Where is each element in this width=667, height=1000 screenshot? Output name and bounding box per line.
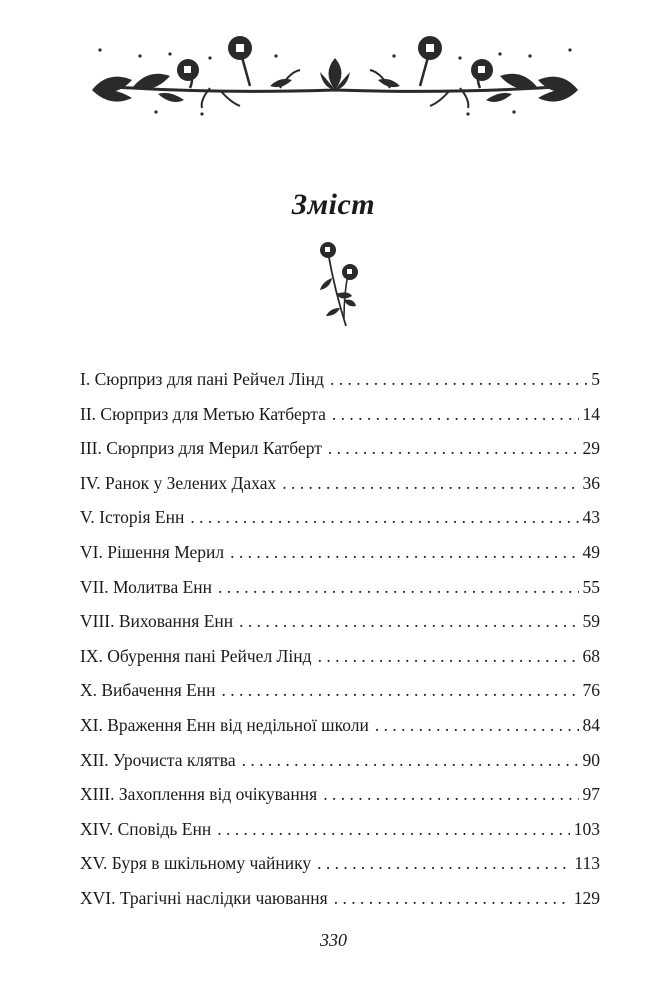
toc-entry-page: 5 — [591, 369, 600, 389]
floral-border-icon — [80, 28, 590, 118]
dot-leader — [218, 574, 578, 600]
dot-leader — [375, 712, 579, 738]
toc-entry[interactable] — [80, 574, 600, 609]
toc-entry-page: 97 — [582, 784, 600, 805]
toc-entry[interactable] — [80, 401, 600, 436]
dot-leader — [328, 435, 579, 461]
dot-leader — [242, 747, 579, 773]
toc-entry-page: 14 — [582, 403, 600, 424]
toc-entry-page: 68 — [582, 645, 600, 666]
toc-entry[interactable] — [80, 885, 600, 920]
toc-entry-title: XI. Враження Енн від недільної школи — [80, 714, 369, 735]
dot-leader — [334, 885, 570, 911]
toc-entry-title: XV. Буря в шкільному чайнику — [80, 853, 312, 874]
toc-entry[interactable] — [80, 747, 600, 782]
toc-entry[interactable] — [80, 677, 600, 712]
toc-entry-page: 29 — [582, 438, 600, 459]
toc-entry[interactable] — [80, 850, 600, 885]
toc-entry[interactable] — [80, 816, 600, 851]
toc-entry-title: XIV. Сповідь Енн — [80, 818, 212, 839]
toc-entry[interactable] — [80, 643, 600, 678]
toc-entry-page: 113 — [574, 853, 600, 874]
toc-entry-title: III. Сюрприз для Мерил Катберт — [80, 438, 322, 459]
toc-entry-page: 76 — [582, 680, 600, 701]
toc-entry-title: VII. Молитва Енн — [80, 576, 213, 597]
toc-entry[interactable] — [80, 504, 600, 539]
toc-entry-page: 129 — [573, 887, 600, 908]
flower-sprig-icon — [308, 238, 368, 330]
toc-entry-title: IV. Ранок у Зелених Дахах — [80, 472, 277, 493]
toc-entry-page: 36 — [582, 472, 600, 493]
page-number: 330 — [320, 930, 347, 950]
dot-leader — [190, 504, 578, 530]
toc-entry-title: VIII. Виховання Енн — [80, 611, 234, 632]
toc-entry-page: 55 — [582, 576, 600, 597]
toc-entry-page: 59 — [582, 611, 600, 632]
toc-entry-page: 84 — [582, 714, 600, 735]
toc-entry-title: X. Вибачення Енн — [80, 680, 216, 701]
toc-entry[interactable] — [80, 366, 600, 401]
dot-leader — [332, 401, 579, 427]
toc-entry-page: 90 — [582, 749, 600, 770]
dot-leader — [323, 781, 578, 807]
dot-leader — [282, 470, 578, 496]
toc-entry-title: I. Сюрприз для пані Рейчел Лінд — [80, 369, 324, 389]
page-title: Зміст — [291, 188, 376, 221]
toc-entry-title: IX. Обурення пані Рейчел Лінд — [80, 645, 312, 666]
dot-leader — [230, 539, 578, 565]
dot-leader — [317, 850, 570, 876]
table-of-contents — [80, 366, 600, 920]
toc-entry-title: XVI. Трагічні наслідки чаювання — [80, 887, 328, 908]
dot-leader — [318, 643, 579, 669]
dot-leader — [239, 608, 578, 634]
toc-entry-page: 103 — [573, 818, 600, 839]
toc-entry[interactable] — [80, 608, 600, 643]
toc-entry[interactable] — [80, 435, 600, 470]
dot-leader — [217, 816, 570, 842]
toc-entry-title: XIII. Захоплення від очікування — [80, 784, 318, 805]
toc-entry-page: 49 — [582, 541, 600, 562]
toc-entry-title: VI. Рішення Мерил — [80, 541, 225, 562]
toc-entry-page: 43 — [582, 507, 600, 528]
toc-entry-title: XII. Урочиста клятва — [80, 749, 236, 770]
toc-entry-title: V. Історія Енн — [80, 507, 185, 528]
dot-leader — [222, 677, 579, 703]
toc-entry-title: II. Сюрприз для Метью Катберта — [80, 403, 326, 424]
toc-entry[interactable] — [80, 712, 600, 747]
toc-entry[interactable] — [80, 539, 600, 574]
toc-entry[interactable] — [80, 470, 600, 505]
dot-leader — [330, 366, 587, 392]
toc-entry[interactable] — [80, 781, 600, 816]
